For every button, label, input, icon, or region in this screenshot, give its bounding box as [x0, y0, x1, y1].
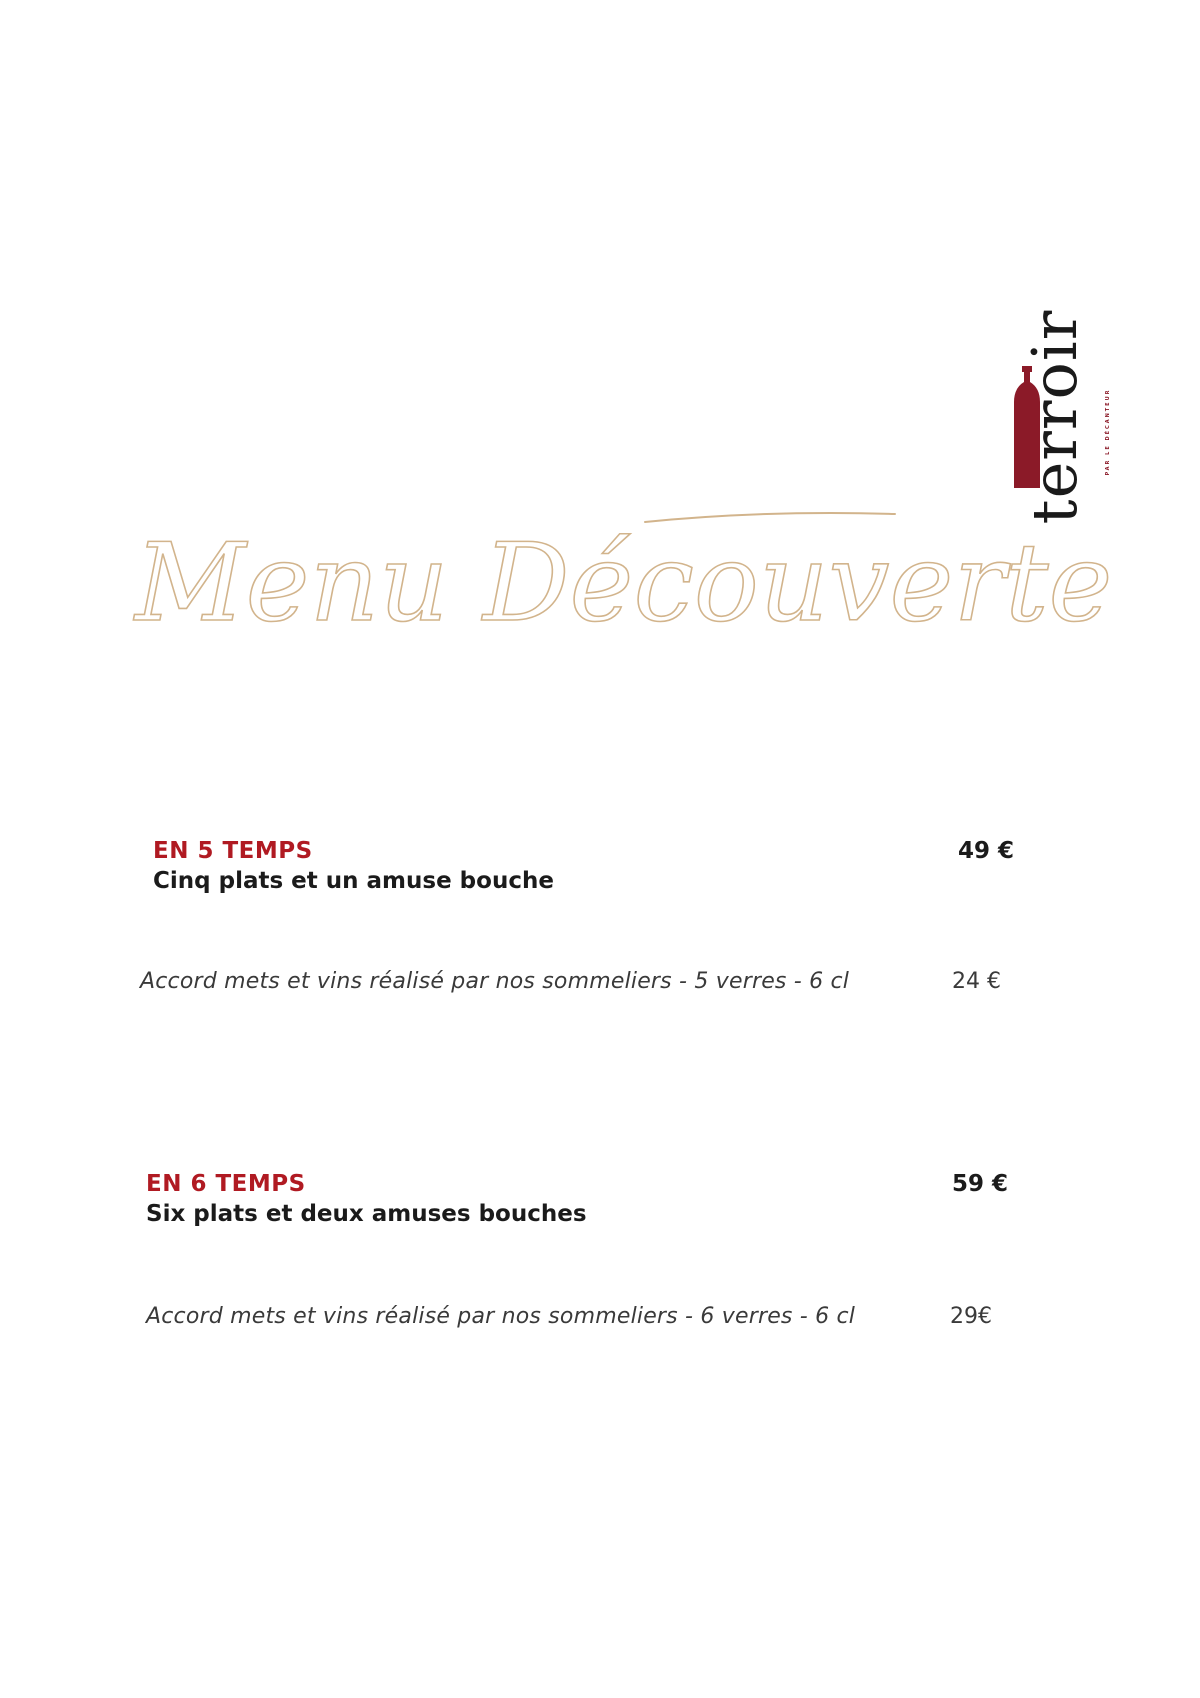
wine-pairing-text: Accord mets et vins réalisé par nos sommeliers - 6 verres - 6 cl	[146, 1304, 856, 1329]
menu-heading: EN 5 TEMPS	[153, 838, 313, 864]
script-title-text: Menu Découverte	[135, 521, 1113, 646]
wine-pairing-price: 29€	[950, 1304, 992, 1329]
menu-section-6-temps	[146, 1171, 587, 1227]
menu-heading: EN 6 TEMPS	[146, 1171, 306, 1197]
menu-description: Six plats et deux amuses bouches	[146, 1201, 587, 1227]
logo-wordmark: terroir	[1018, 309, 1091, 525]
menu-price: 49 €	[958, 838, 1015, 864]
wine-pairing-text: Accord mets et vins réalisé par nos sommeliers - 5 verres - 6 cl	[140, 969, 850, 994]
menu-section-5-temps	[153, 838, 554, 894]
menu-description: Cinq plats et un amuse bouche	[153, 868, 554, 894]
menu-price: 59 €	[952, 1171, 1009, 1197]
logo-tagline: PAR LE DÉCANTEUR	[1105, 388, 1111, 476]
wine-pairing-price: 24 €	[952, 969, 1001, 994]
terroir-logo	[1000, 282, 1110, 552]
script-title	[125, 500, 1113, 700]
